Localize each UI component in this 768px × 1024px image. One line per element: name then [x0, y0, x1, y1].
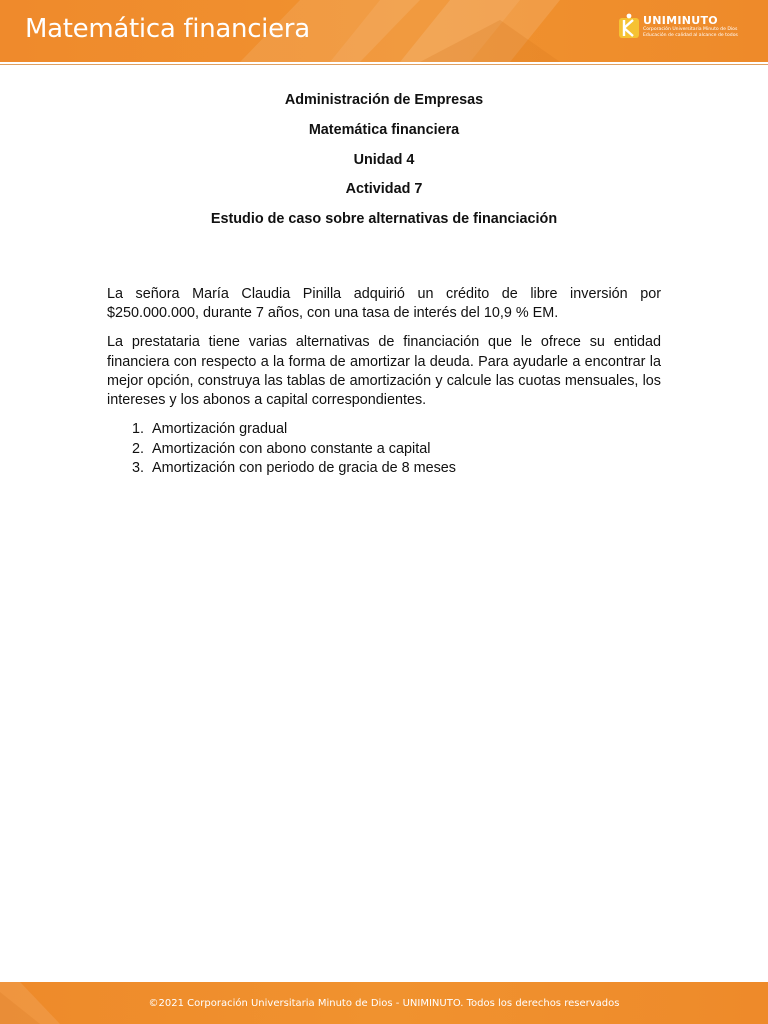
heading-program: Administración de Empresas — [284, 92, 484, 108]
logo-tagline-1: Corporación Universitaria Minuto de Dios — [643, 27, 738, 32]
list-item-text: Amortización gradual — [152, 421, 288, 438]
header-rule — [0, 64, 768, 65]
list-item-text: Amortización con abono constante a capital — [152, 440, 431, 457]
list-item — [107, 440, 661, 459]
list-item-number: 3. — [131, 460, 144, 477]
alternatives-list — [107, 420, 661, 478]
page-header — [0, 0, 768, 62]
heading-unit: Unidad 4 — [353, 151, 415, 168]
logo-tagline-2: Educación de calidad al alcance de todos — [643, 33, 738, 38]
logo-mark-icon — [617, 12, 641, 42]
list-item — [107, 420, 661, 439]
heading-course: Matemática financiera — [308, 121, 460, 138]
document-body — [107, 90, 661, 478]
footer-copyright: ©2021 Corporación Universitaria Minuto de Dios - UNIMINUTO. Todos los derechos reservados — [148, 998, 620, 1009]
list-item-number: 2. — [131, 440, 144, 457]
paragraph-instructions: La prestataria tiene varias alternativas de financiación que le ofrece su entidad financiera con respecto a la forma de amortizar la deuda. Para ayudarle a encontrar la mejor opción, construya las tablas de amortización y calcule las cuotas mensuales, los intereses y los abonos a capital correspondientes. — [107, 334, 661, 408]
header-title: Matemática financiera — [25, 14, 310, 44]
list-item-text: Amortización con periodo de gracia de 8 meses — [152, 460, 456, 477]
paragraph-credit: La señora María Claudia Pinilla adquirió un crédito de libre inversión por $250.000.000, durante 7 años, con una tasa de interés del 10,9 % EM. — [107, 285, 661, 322]
uniminuto-logo — [617, 12, 742, 48]
list-item — [107, 459, 661, 478]
logo-brand: UNIMINUTO — [643, 14, 718, 27]
heading-activity: Actividad 7 — [345, 181, 423, 198]
page-footer — [0, 982, 768, 1024]
heading-case-study: Estudio de caso sobre alternativas de financiación — [210, 211, 558, 228]
list-item-number: 1. — [131, 421, 144, 438]
